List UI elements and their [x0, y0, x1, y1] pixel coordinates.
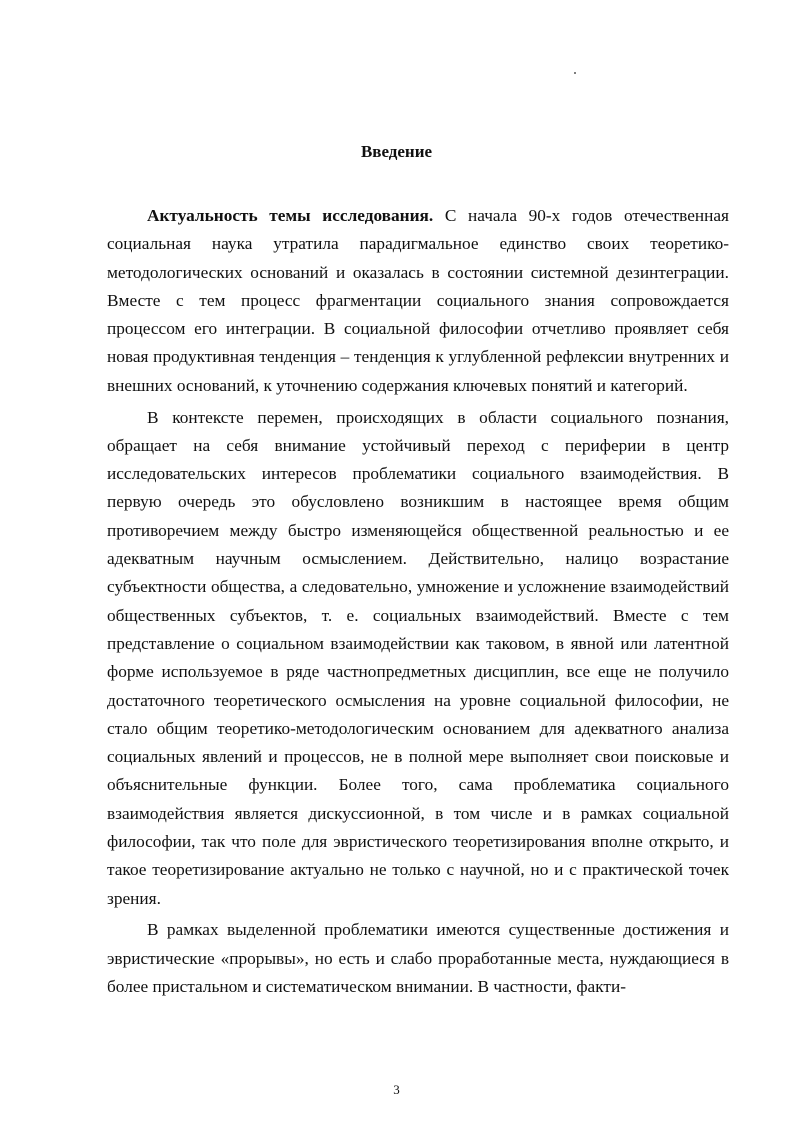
body-text [107, 202, 729, 1005]
scan-speck [574, 72, 576, 74]
paragraph-text: В рамках выделенной проблематики имеются существенные достижения и эвристические «прорывы», но есть и слабо проработанные места, нуждающиеся в более пристальном и систематическом внимании. В частности, факти- [107, 920, 729, 997]
paragraph-relevance [107, 202, 729, 400]
paragraph-context [107, 404, 729, 913]
page-number: 3 [393, 1082, 400, 1097]
paragraph-lead: Актуальность темы исследования. [147, 206, 434, 225]
section-heading: Введение [360, 142, 433, 161]
paragraph-text: С начала 90-х годов отечественная социальная наука утратила парадигмальное единство своих теоретико-методологических оснований и оказалась в состоянии системной дезинтеграции. Вместе с тем процесс фрагментации социального знания сопровождается процессом его интеграции. В социальной философии отчетливо проявляет себя новая продуктивная тенденция – тенденция к углубленной рефлексии внутренних и внешних оснований, к уточнению содержания ключевых понятий и категорий. [107, 206, 730, 395]
paragraph-framework [107, 916, 729, 1001]
paragraph-text: В контексте перемен, происходящих в области социального познания, обращает на себя внимание устойчивый переход с периферии в центр исследовательских интересов проблематики социального взаимодействия. В первую очередь это обусловлено возникшим в настоящее время общим противоречием между быстро изменяющейся общественной реальностью и ее адекватным научным осмыслением. Действительно, налицо возрастание субъектности общества, а следовательно, умножение и усложнение взаимодействий общественных субъектов, т. е. социальных взаимодействий. Вместе с тем представление о социальном взаимодействии как таковом, в явной или латентной форме используемое в ряде частнопредметных дисциплин, все еще не получило достаточного теоретического осмысления на уровне социальной философии, не стало общим теоретико-методологическим основанием для адекватного анализа социальных явлений и процессов, не в полной мере выполняет свои поисковые и объяснительные функции. Более того, сама проблематика социального взаимодействия является дискуссионной, в том числе и в рамках социальной философии, так что поле для эвристического теоретизирования вполне открыто, и такое теоретизирование актуально не только с научной, но и с практической точек зрения. [107, 407, 729, 908]
